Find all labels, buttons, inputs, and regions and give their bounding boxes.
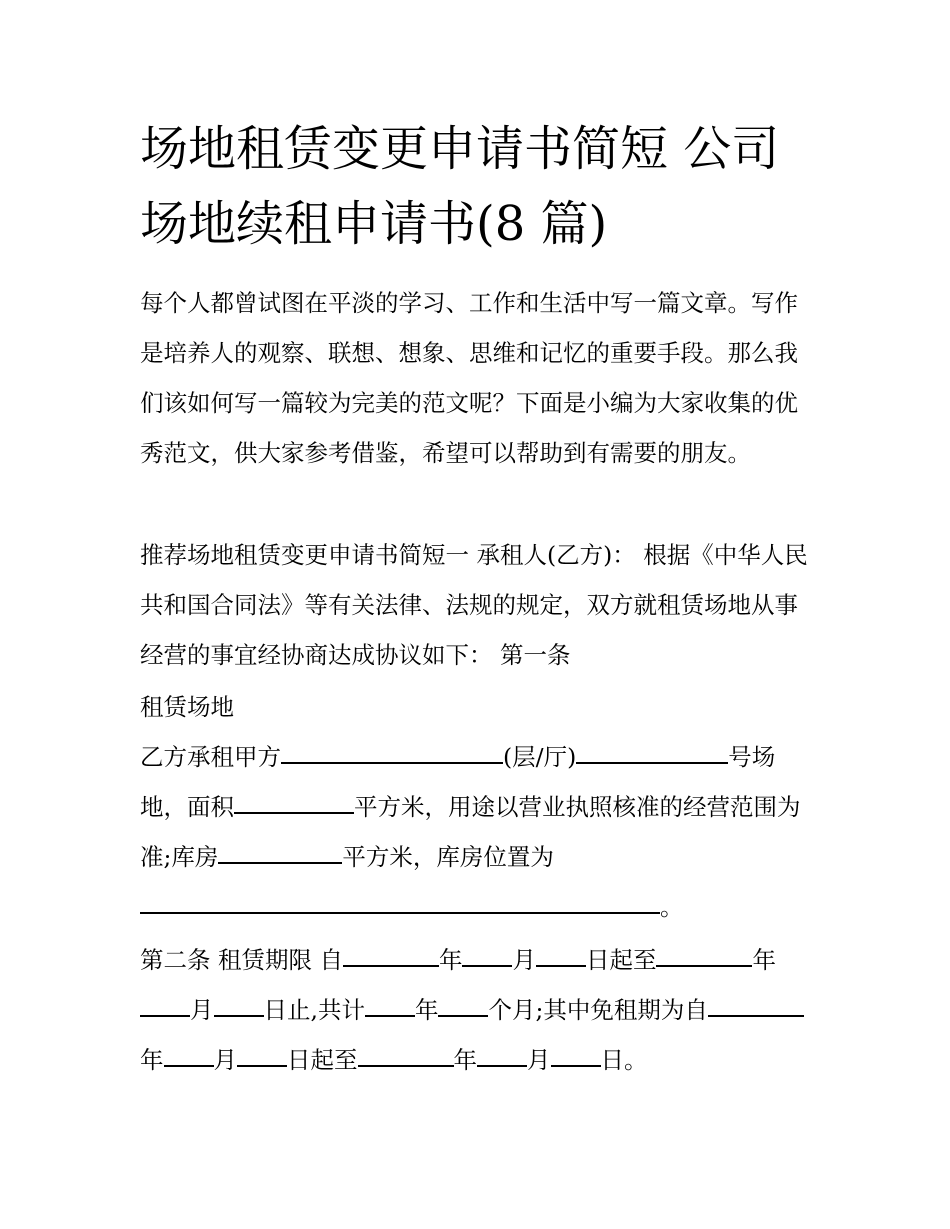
free-start-month-blank (164, 1064, 214, 1067)
clause2-text-11: 月 (213, 1046, 237, 1074)
clause1-paragraph (140, 732, 815, 932)
clause2-text-4: 日起至 (585, 946, 657, 974)
start-month-blank (462, 964, 512, 967)
free-end-year-blank (358, 1064, 454, 1067)
clause2-text-12: 日起至 (287, 1046, 358, 1074)
free-start-day-blank (237, 1064, 287, 1067)
start-day-blank (536, 964, 586, 967)
end-month-blank (140, 1014, 190, 1017)
site-number-blank (576, 761, 728, 764)
section1-intro-paragraph: 推荐场地租赁变更申请书简短一 承租人(乙方)： 根据《中华人民共和国合同法》等有关法律、法规的规定，双方就租赁场地从事经营的事宜经协商达成协议如下： 第一条 (140, 541, 808, 669)
document-title: 场地租赁变更申请书简短 公司场地续租申请书(8 篇) (140, 121, 780, 252)
clause1-text-3: 号场地，面积 (140, 743, 776, 821)
clause2-text-10: 年 (140, 1046, 164, 1074)
clause2-text-13: 年 (453, 1046, 477, 1074)
clause1-text-6: 。 (660, 893, 684, 921)
total-years-blank (365, 1014, 415, 1017)
clause2-text-14: 月 (527, 1046, 551, 1074)
clause1-text-2: (层/厅) (503, 743, 577, 771)
clause1-text-5: 平方米，库房位置为 (342, 843, 554, 871)
clause2-text-1: 第二条 租赁期限 自 (140, 946, 343, 974)
end-year-blank (656, 964, 752, 967)
floor-blank (281, 761, 503, 764)
free-end-month-blank (477, 1064, 527, 1067)
total-months-blank (438, 1014, 488, 1017)
start-year-blank (343, 964, 439, 967)
clause2-text-2: 年 (438, 946, 463, 974)
clause2-text-8: 年 (414, 996, 439, 1024)
clause2-paragraph (140, 935, 815, 1085)
clause2-text-9: 个月;其中免租期为自 (488, 996, 708, 1024)
clause2-text-6: 月 (190, 996, 214, 1024)
clause1-text-1: 乙方承租甲方 (140, 743, 281, 771)
clause2-text-15: 日。 (600, 1046, 648, 1074)
intro-paragraph: 每个人都曾试图在平淡的学习、工作和生活中写一篇文章。写作是培养人的观察、联想、想象、思维和记忆的重要手段。那么我们该如何写一篇较为完美的范文呢？下面是小编为大家收集的优秀范文，供大家参考借鉴，希望可以帮助到有需要的朋友。 (140, 289, 798, 467)
clause1-title: 租赁场地 (140, 693, 234, 721)
free-end-day-blank (551, 1064, 601, 1067)
storage-location-blank (140, 911, 660, 914)
clause1-text-4: 平方米，用途以营业执照核准的经营范围为准;库房 (140, 793, 801, 871)
clause2-text-3: 月 (512, 946, 536, 974)
clause2-text-5: 年 (752, 946, 776, 974)
free-start-year-blank (708, 1014, 804, 1017)
area-blank (234, 811, 354, 814)
end-day-blank (214, 1014, 264, 1017)
clause2-text-7: 日止,共计 (263, 996, 365, 1024)
storage-area-blank (218, 861, 342, 864)
